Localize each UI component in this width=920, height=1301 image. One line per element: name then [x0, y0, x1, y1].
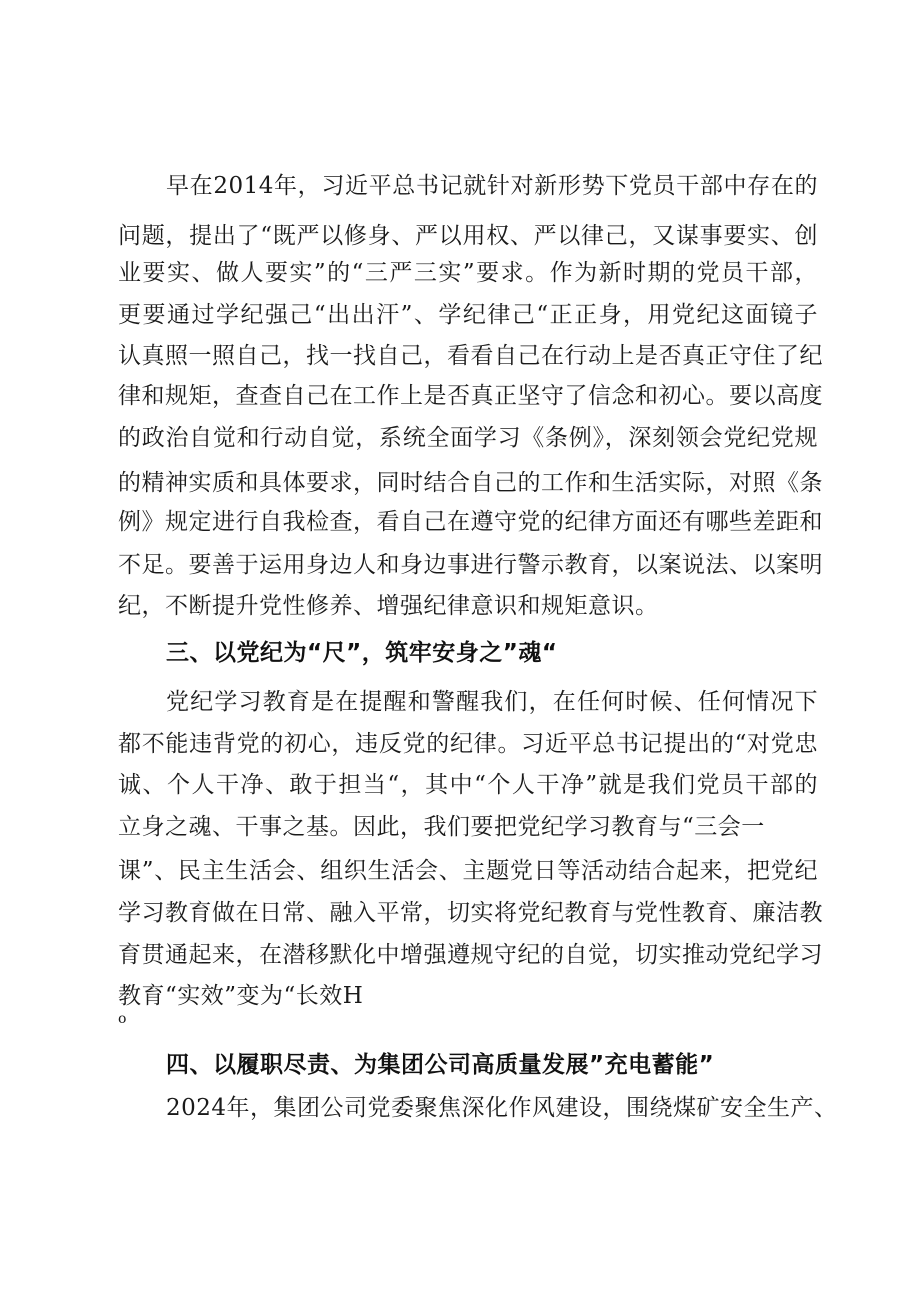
stray-mark: o [118, 1011, 127, 1027]
paragraph-line: 都不能违背党的初心，违反党的纪律。习近平总书记提出的“对党忠 [118, 731, 818, 757]
paragraph-line: 诚、个人干净、敢于担当“，其中“个人干净”就是我们党员干部的 [118, 772, 818, 798]
paragraph-line: 的精神实质和具体要求，同时结合自己的工作和生活实际，对照《条 [118, 470, 823, 496]
paragraph-line: 2024年，集团公司党委聚焦深化作风建设，围绕煤矿安全生产、 [166, 1095, 838, 1121]
paragraph-line: 更要通过学纪强己“出出汗”、学纪律己“正正身，用党纪这面镜子 [118, 302, 818, 328]
section-heading-three: 三、以党纪为“尺”，筑牢安身之”魂“ [166, 640, 558, 666]
paragraph-line: 党纪学习教育是在提醒和警醒我们，在任何时候、任何情况下 [166, 689, 818, 715]
paragraph-line: 学习教育做在日常、融入平常，切实将党纪教育与党性教育、廉洁教 [118, 900, 823, 926]
paragraph-line: 律和规矩，查查自己在工作上是否真正坚守了信念和初心。要以高度 [118, 383, 823, 409]
section-heading-four: 四、以履职尽责、为集团公司高质量发展”充电蓄能” [166, 1052, 715, 1078]
paragraph-line: 纪，不断提升党性修养、增强纪律意识和规矩意识。 [118, 593, 659, 619]
paragraph-line: 不足。要善于运用身边人和身边事进行警示教育，以案说法、以案明 [118, 552, 823, 578]
paragraph-line: 育贯通起来，在潜移默化中增强遵规守纪的自觉，切实推动党纪学习 [118, 942, 823, 968]
paragraph-line: 立身之魂、干事之基。因此，我们要把党纪学习教育与“三会一 [118, 814, 765, 840]
paragraph-line: 教育“实效”变为“长效H [118, 983, 364, 1009]
paragraph-line: 问题，提出了“既严以修身、严以用权、严以律己，又谋事要实、创 [118, 223, 818, 249]
paragraph-line: 早在2014年，习近平总书记就针对新形势下党员干部中存在的 [166, 173, 818, 199]
paragraph-line: 例》规定进行自我检查，看自己在遵守党的纪律方面还有哪些差距和 [118, 509, 823, 535]
paragraph-line: 课”、民主生活会、组织生活会、主题党日等活动结合起来，把党纪 [118, 858, 818, 884]
paragraph-line: 业要实、做人要实”的“三严三实”要求。作为新时期的党员干部， [118, 260, 818, 286]
paragraph-line: 的政治自觉和行动自觉，系统全面学习《条例》，深刻领会党纪党规 [118, 425, 818, 451]
paragraph-line: 认真照一照自己，找一找自己，看看自己在行动上是否真正守住了纪 [118, 343, 823, 369]
